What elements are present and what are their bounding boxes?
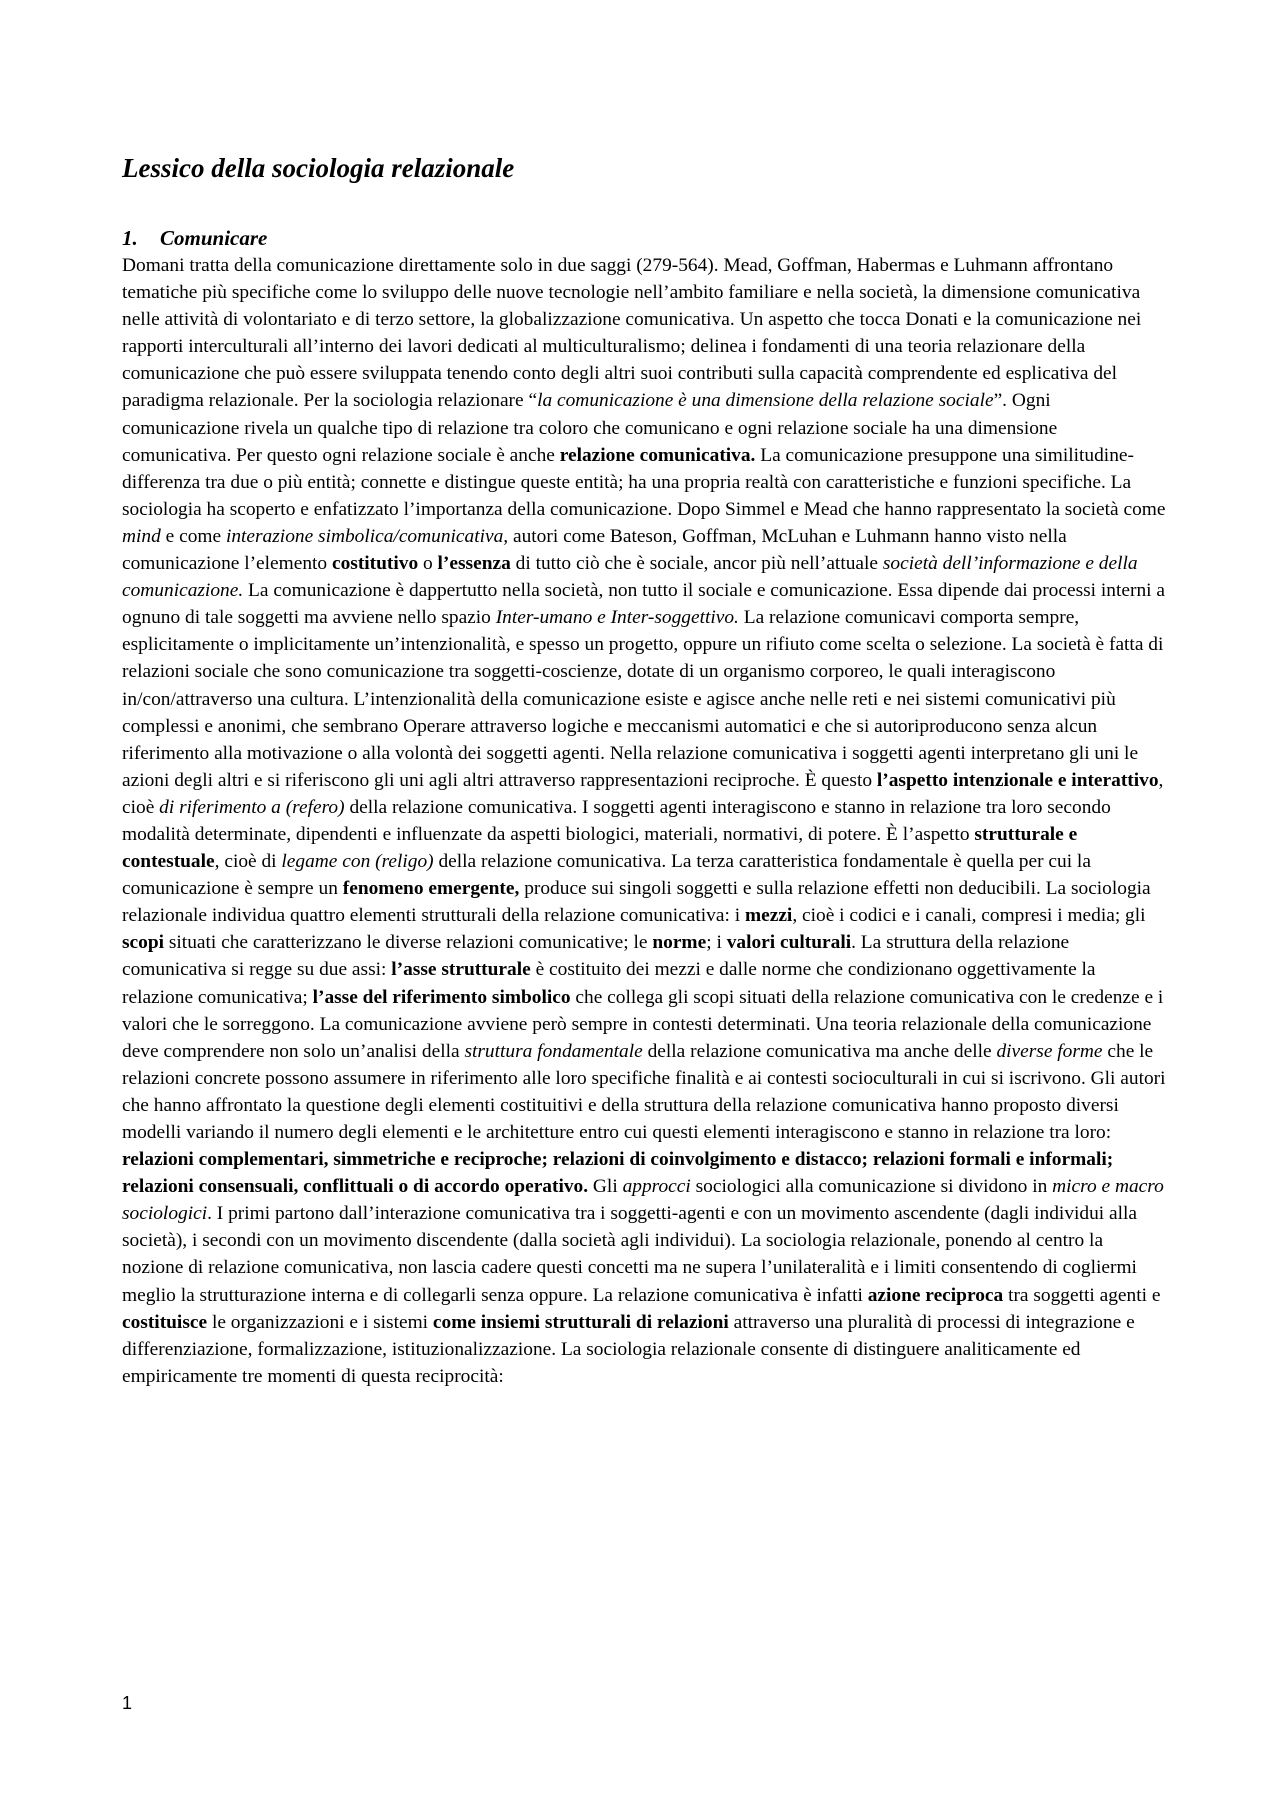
italic-text-run: legame con (religo): [281, 851, 434, 873]
bold-text-run: strutturale e contestuale: [122, 823, 1078, 873]
text-run: , cioè: [122, 769, 1164, 818]
document-title: Lessico della sociologia relazionale: [122, 153, 515, 183]
bold-text-run: mezzi: [744, 905, 793, 927]
bold-text-run: scopi: [122, 932, 165, 954]
bold-text-run: relazioni complementari, simmetriche e reciproche; relazioni di coinvolgimento e distacco; relazioni formali e informali; relazioni consensuali, conflittuali o di accordo operativo.: [122, 1149, 1114, 1198]
text-run: è costituito dei mezzi e dalle norme che condizionano oggettivamente la relazione comunicativa;: [122, 959, 1096, 1008]
italic-text-run: mind: [122, 525, 161, 547]
text-run: . I primi partono dall’interazione comunicativa tra i soggetti-agenti e con un movimento ascendente (dagli individui alla società), i secondi con un movimento discendente (dalla società agli individui). La sociologia relazionale, ponendo al centro la nozione di relazione comunicativa, non lascia cadere questi concetti ma ne supera l’unilateralità e i limiti consentendo di coglierm​i meglio la strutturazione interna e di collegarli senza oppure. La relazione comunicativa è infatti: [122, 1203, 1138, 1306]
text-run: La relazione comunicavi comporta sempre, esplicitamente o implicitamente un’intenzionalità, e spesso un progetto, oppure un rifiuto come scelta o selezione. La società è fatta di relazioni sociale che sono comunicazione tra soggetti-coscienze, dotate di un organismo corporeo, le quali interagiscono in/con/attraverso una cultura. L’intenzionalità della comunicazione esiste e agisce anche nelle reti e nei sistemi comunicativi più complessi e anonimi, che sembrano Operare attraverso logiche e meccanismi automatici e che si autoriproducono senza alcun riferimento alla motivazione o alla volontà dei soggetti agenti. Nella relazione comunicativa i soggetti agenti interpretano gli uni le azioni degli altri e si riferiscono gli uni agli altri attraverso rappresentazioni reciproche. È questo: [122, 607, 1164, 791]
italic-text-run: la comunicazione è una dimensione della relazione sociale: [537, 390, 994, 412]
section-title: Comunicare: [160, 226, 268, 250]
text-run: che le relazioni concrete possono assumere in riferimento alle loro specifiche finalità e ai contesti socioculturali in cui si iscrivono. Gli autori che hanno affrontato la questione degli elementi costituitivi e della struttura della relazione comunicativa hanno proposto diversi modelli variando il numero degli elementi e le architetture entro cui questi elementi interagiscono e stanno in relazione tra loro:: [122, 1040, 1166, 1143]
section-number: 1.: [122, 226, 138, 250]
bold-text-run: norme: [652, 932, 707, 954]
italic-text-run: società dell’informazione e della comunicazione.: [122, 553, 1138, 602]
italic-text-run: di riferimento a (refero): [159, 796, 345, 818]
text-run: della relazione comunicativa. La terza caratteristica fondamentale è quella per cui la comunicazione è sempre un: [122, 851, 1091, 900]
bold-text-run: relazione comunicativa.: [559, 444, 756, 466]
italic-text-run: Inter-umano e Inter-soggettivo.: [495, 607, 739, 629]
text-run: attraverso una pluralità di processi di integrazione e differenziazione, formalizzazione, istituzionalizzazione. La sociologia relazionale consente di distinguere analiticamente ed empiricamente tre momenti di questa reciprocità:: [122, 1311, 1135, 1387]
page-number: 1: [122, 1693, 133, 1713]
text-run: di tutto ciò che è sociale, ancor più nell’attuale: [510, 553, 883, 575]
text-run: le organizzazioni e i sistemi: [207, 1311, 433, 1333]
italic-text-run: approcci: [622, 1176, 691, 1198]
bold-text-run: azione reciproca: [867, 1284, 1004, 1306]
bold-text-run: l’essenza: [437, 553, 511, 575]
text-run: Domani tratta della comunicazione direttamente solo in due saggi (279-564). Mead, Goffman, Habermas e Luhmann affrontano tematiche più specifiche come lo sviluppo delle nuove tecnologie nell’ambito familiare e nella società, la dimensione comunicativa nelle attività di volontariato e di terzo settore, la globalizzazione comunicativa. Un aspetto che tocca Donati e la comunicazione nei rapporti interculturali all’interno dei lavori dedicati al multiculturalismo; delinea i fondamenti di una teoria relazionare della comunicazione che può essere sviluppata tenendo conto degli altri suoi contributi sulla capacità comprendente ed esplicativa del paradigma relazionale. Per la sociologia relazionare “: [122, 255, 1142, 412]
text-run: ; i: [706, 932, 727, 954]
section-heading: [122, 224, 267, 252]
text-run: La comunicazione è dappertutto nella società, non tutto il sociale e comunicazione. Essa dipende dai processi interni a ognuno di tale soggetti ma avviene nello spazio: [122, 580, 1165, 629]
text-run: tra soggetti agenti e: [1003, 1284, 1161, 1306]
text-run: produce sui singoli soggetti e sulla relazione effetti non deducibili. La sociologia relazionale individua quattro elementi strutturali della relazione comunicativa: i: [122, 878, 1151, 927]
text-run: o: [418, 553, 438, 575]
text-run: che collega gli scopi situati della relazione comunicativa con le credenze e i valori che le sorreggono. La comunicazione avviene però sempre in contesti determinati. Una teoria relazionale della comunicazione deve comprendere non solo un’analisi della: [122, 986, 1164, 1062]
text-run: ”. Ogni comunicazione rivela un qualche tipo di relazione tra coloro che comunicano e ogni relazione sociale ha una dimensione comunicativa. Per questo ogni relazione sociale è anche: [122, 390, 1058, 466]
bold-text-run: l’aspetto intenzionale e interattivo: [876, 769, 1159, 791]
text-run: . La struttura della relazione comunicativa si regge su due assi:: [122, 932, 1070, 981]
text-run: Gli: [588, 1176, 623, 1198]
bold-text-run: come insiemi strutturali di relazioni: [432, 1311, 729, 1333]
text-run: sociologici alla comunicazione si dividono in: [690, 1176, 1053, 1198]
italic-text-run: diverse forme: [996, 1040, 1103, 1062]
italic-text-run: interazione simbolica/comunicativa,: [225, 525, 509, 547]
text-run: della relazione comunicativa ma anche delle: [642, 1040, 997, 1062]
italic-text-run: struttura fondamentale: [464, 1040, 643, 1062]
bold-text-run: costituisce: [122, 1311, 208, 1333]
text-run: autori come Bateson, Goffman, McLuhan e Luhmann hanno visto nella comunicazione l’elemento: [122, 525, 1067, 575]
italic-text-run: micro e macro sociologici: [122, 1176, 1164, 1225]
text-run: situati che caratterizzano le diverse relazioni comunicative; le: [164, 932, 653, 954]
body-paragraph: [122, 252, 1167, 1390]
text-run: e come: [160, 525, 226, 547]
bold-text-run: l’asse strutturale: [391, 959, 531, 981]
text-run: , cioè di: [214, 851, 282, 873]
text-run: , cioè i codici e i canali, compresi i media; gli: [792, 905, 1146, 927]
bold-text-run: l’asse del riferimento simbolico: [312, 986, 571, 1008]
bold-text-run: valori culturali: [726, 932, 852, 954]
bold-text-run: costitutivo: [331, 553, 419, 575]
bold-text-run: fenomeno emergente,: [342, 878, 520, 900]
text-run: della relazione comunicativa. I soggetti agenti interagiscono e stanno in relazione tra loro secondo modalità determinate, dipendenti e influenzate da aspetti biologici, materiali, normativi, di potere. È l’aspetto: [122, 796, 1111, 845]
text-run: La comunicazione presuppone una similitudine-differenza tra due o più entità; connette e distingue queste entità; ha una propria realtà con caratteristiche e funzioni specifiche. La sociologia ha scoperto e enfatizzato l’importanza della comunicazione. Dopo Simmel e Mead che hanno rappresentato la società come: [122, 444, 1166, 520]
